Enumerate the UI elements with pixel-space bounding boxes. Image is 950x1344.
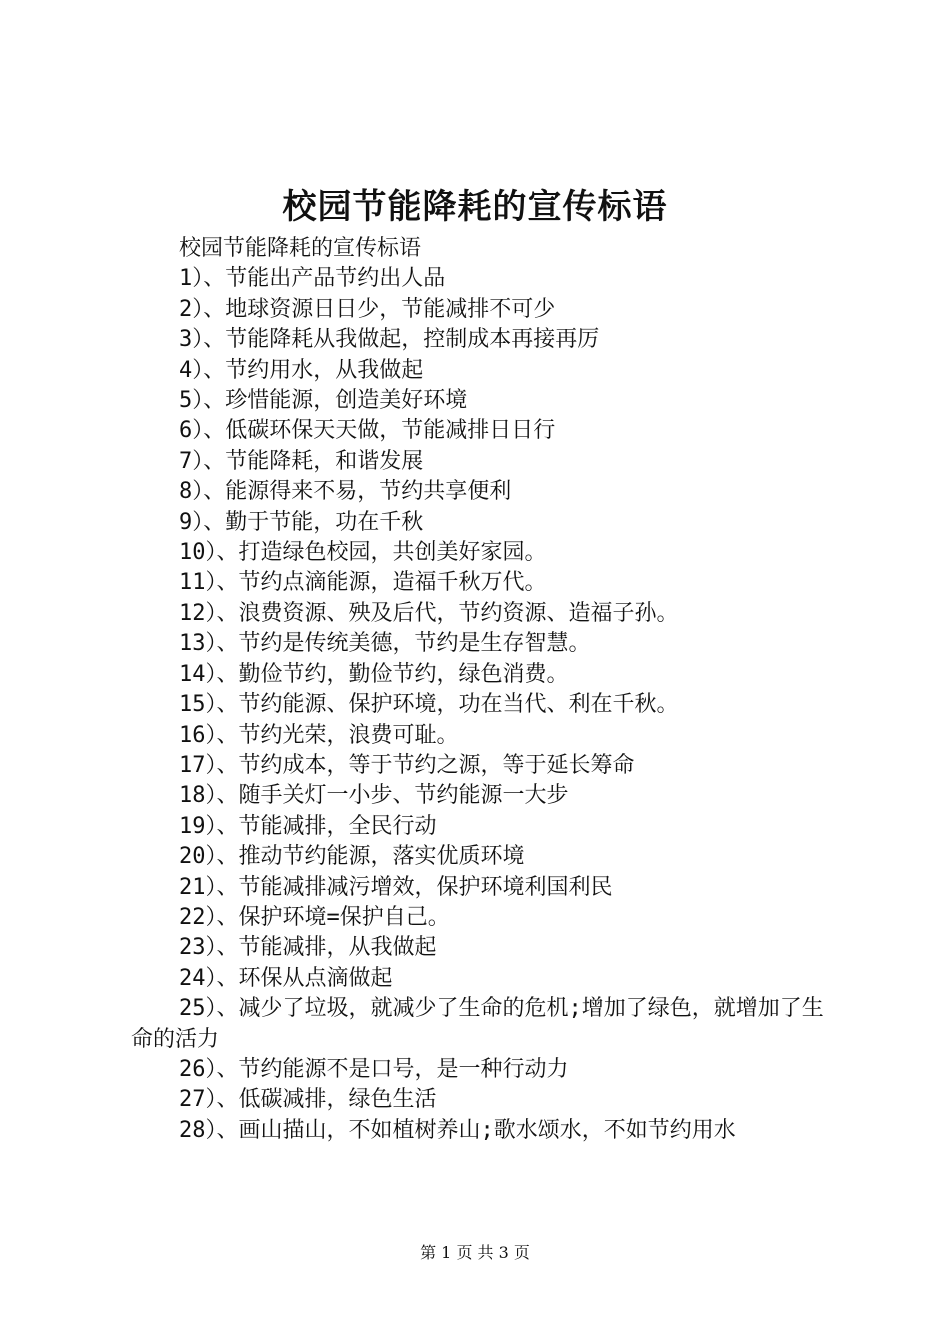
slogan-item: 9）、勤于节能，功在千秋 xyxy=(179,509,424,535)
slogan-item: 5）、珍惜能源，创造美好环境 xyxy=(179,388,468,414)
slogan-item: 15）、节约能源、保护环境，功在当代、利在千秋。 xyxy=(179,692,679,718)
slogan-item: 1）、节能出产品节约出人品 xyxy=(179,266,446,292)
slogan-item: 10）、打造绿色校园，共创美好家园。 xyxy=(179,540,547,566)
slogan-item: 8）、能源得来不易，节约共享便利 xyxy=(179,479,512,505)
slogan-item: 25）、减少了垃圾，就减少了生命的危机;增加了绿色，就增加了生命的活力 xyxy=(131,996,824,1052)
slogan-item: 4）、节约用水，从我做起 xyxy=(179,357,424,383)
slogan-item: 6）、低碳环保天天做，节能减排日日行 xyxy=(179,418,556,444)
slogan-item: 11）、节约点滴能源，造福千秋万代。 xyxy=(179,570,547,596)
slogan-item: 20）、推动节约能源，落实优质环境 xyxy=(179,844,525,870)
slogan-item: 28）、画山描山，不如植树养山;歌水颂水，不如节约用水 xyxy=(179,1117,736,1143)
slogan-item: 17）、节约成本，等于节约之源，等于延长筹命 xyxy=(179,752,635,778)
slogan-item: 26）、节约能源不是口号，是一种行动力 xyxy=(179,1056,569,1082)
slogan-item: 3）、节能降耗从我做起，控制成本再接再厉 xyxy=(179,327,600,353)
slogan-item: 18）、随手关灯一小步、节约能源一大步 xyxy=(179,783,569,809)
document-subtitle: 校园节能降耗的宣传标语 xyxy=(179,236,422,261)
slogan-item: 2）、地球资源日日少，节能减排不可少 xyxy=(179,296,556,322)
page-number-footer: 第 1 页 共 3 页 xyxy=(420,1243,530,1262)
slogan-item: 13）、节约是传统美德，节约是生存智慧。 xyxy=(179,631,591,657)
slogan-item: 27）、低碳减排，绿色生活 xyxy=(179,1087,437,1113)
slogan-item: 7）、节能降耗，和谐发展 xyxy=(179,448,424,474)
slogan-item: 23）、节能减排，从我做起 xyxy=(179,935,437,961)
slogan-item: 24）、环保从点滴做起 xyxy=(179,965,393,991)
slogan-item: 19）、节能减排，全民行动 xyxy=(179,813,437,839)
document-title: 校园节能降耗的宣传标语 xyxy=(282,187,668,227)
slogan-item: 12）、浪费资源、殃及后代，节约资源、造福子孙。 xyxy=(179,600,679,626)
document-body xyxy=(131,234,831,1146)
slogan-item: 14）、勤俭节约，勤俭节约，绿色消费。 xyxy=(179,661,569,687)
slogan-item: 16）、节约光荣，浪费可耻。 xyxy=(179,722,459,748)
slogan-item: 22）、保护环境=保护自己。 xyxy=(179,904,450,930)
slogan-item: 21）、节能减排减污增效，保护环境利国利民 xyxy=(179,874,613,900)
